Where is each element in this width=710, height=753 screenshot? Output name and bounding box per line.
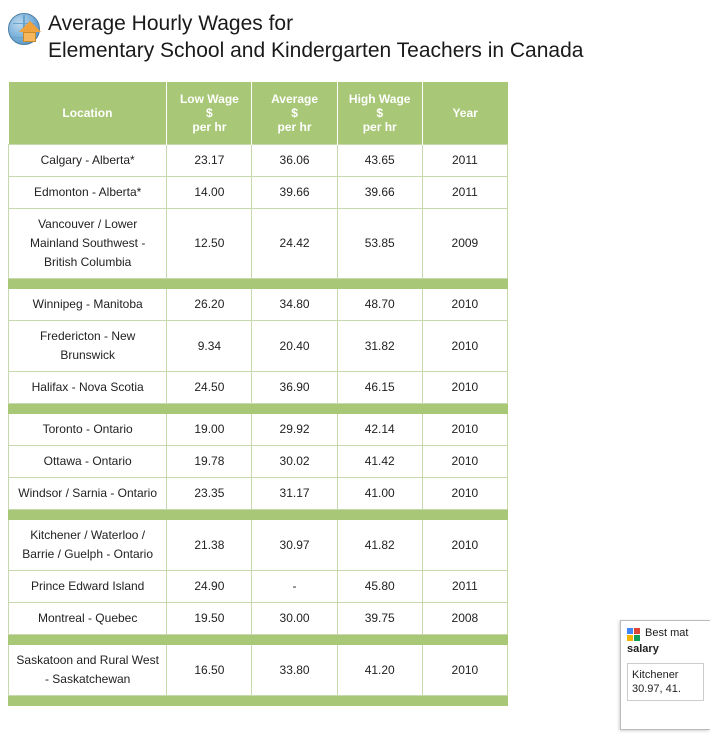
table-row [9,645,508,696]
cell-year: 2010 [422,478,507,510]
column-header-average-currency: $ [291,106,298,120]
cell-year: 2010 [422,321,507,372]
table-row [9,289,508,321]
popup-header [627,627,704,642]
page-header [0,0,710,70]
cell-year: 2009 [422,209,507,279]
table-row [9,414,508,446]
column-header-location-label: Location [62,106,113,120]
popup-result-line-1: Kitchener [632,669,679,681]
column-header-year [422,82,507,145]
cell-low-wage: 21.38 [167,520,252,571]
column-header-low-wage [167,82,252,145]
page-title-line-2: Elementary School and Kindergarten Teachers in Canada [48,39,584,62]
cell-location: Saskatoon and Rural West - Saskatchewan [9,645,167,696]
table-row [9,478,508,510]
cell-average: 24.42 [252,209,337,279]
table-row [9,446,508,478]
cell-location: Vancouver / Lower Mainland Southwest - British Columbia [9,209,167,279]
cell-high-wage: 46.15 [337,372,422,404]
cell-average: 29.92 [252,414,337,446]
cell-year: 2010 [422,414,507,446]
cell-low-wage: 26.20 [167,289,252,321]
cell-high-wage: 41.00 [337,478,422,510]
cell-low-wage: 24.90 [167,571,252,603]
table-header [9,82,508,145]
cell-average: 36.06 [252,145,337,177]
column-header-year-label: Year [452,106,478,120]
cell-location: Halifax - Nova Scotia [9,372,167,404]
cell-year: 2011 [422,177,507,209]
table-row [9,520,508,571]
column-header-location [9,82,167,145]
best-match-popup[interactable] [620,620,710,730]
cell-high-wage: 43.65 [337,145,422,177]
cell-low-wage: 23.35 [167,478,252,510]
cell-year: 2010 [422,645,507,696]
cell-high-wage: 31.82 [337,321,422,372]
wages-table-container [8,82,508,706]
cell-average: 30.97 [252,520,337,571]
cell-high-wage: 42.14 [337,414,422,446]
cell-high-wage: 41.20 [337,645,422,696]
cell-year: 2010 [422,446,507,478]
cell-high-wage: 48.70 [337,289,422,321]
table-body [9,145,508,706]
cell-low-wage: 14.00 [167,177,252,209]
group-separator [9,279,508,289]
column-header-high-wage-label: High Wage [348,92,411,106]
cell-high-wage: 45.80 [337,571,422,603]
cell-location: Montreal - Quebec [9,603,167,635]
cell-year: 2010 [422,520,507,571]
column-header-average [252,82,337,145]
cell-high-wage: 39.66 [337,177,422,209]
cell-year: 2008 [422,603,507,635]
cell-year: 2010 [422,289,507,321]
cell-location: Ottawa - Ontario [9,446,167,478]
column-header-average-label: Average [271,92,318,106]
cell-location: Prince Edward Island [9,571,167,603]
group-separator [9,510,508,520]
table-row [9,603,508,635]
cell-low-wage: 16.50 [167,645,252,696]
cell-average: 30.02 [252,446,337,478]
cell-high-wage: 39.75 [337,603,422,635]
page-title [42,10,583,64]
column-header-low-wage-currency: $ [206,106,213,120]
page-title-line-1: Average Hourly Wages for [48,12,294,35]
popup-result-line-2: 30.97, 41. [632,683,681,695]
popup-subtitle: salary [627,643,659,655]
cell-average: 39.66 [252,177,337,209]
google-icon [627,628,641,642]
globe-house-icon [8,13,42,47]
cell-location: Fredericton - New Brunswick [9,321,167,372]
cell-average: - [252,571,337,603]
cell-low-wage: 9.34 [167,321,252,372]
cell-year: 2011 [422,571,507,603]
cell-average: 34.80 [252,289,337,321]
group-separator [9,404,508,414]
cell-low-wage: 19.50 [167,603,252,635]
cell-year: 2011 [422,145,507,177]
cell-average: 31.17 [252,478,337,510]
cell-low-wage: 19.78 [167,446,252,478]
cell-location: Winnipeg - Manitoba [9,289,167,321]
table-row [9,177,508,209]
cell-high-wage: 53.85 [337,209,422,279]
cell-low-wage: 24.50 [167,372,252,404]
column-header-high-wage-currency: $ [376,106,384,120]
cell-average: 20.40 [252,321,337,372]
wages-table [8,82,508,706]
cell-location: Kitchener / Waterloo / Barrie / Guelph - Ontario [9,520,167,571]
cell-location: Edmonton - Alberta* [9,177,167,209]
table-row [9,571,508,603]
table-row [9,145,508,177]
column-header-low-wage-label: Low Wage [179,92,239,106]
table-header-row [9,82,508,145]
group-separator [9,635,508,645]
cell-location: Windsor / Sarnia - Ontario [9,478,167,510]
cell-low-wage: 19.00 [167,414,252,446]
cell-location: Calgary - Alberta* [9,145,167,177]
cell-location: Toronto - Ontario [9,414,167,446]
cell-high-wage: 41.82 [337,520,422,571]
table-row [9,372,508,404]
cell-year: 2010 [422,372,507,404]
column-header-high-wage [337,82,422,145]
popup-title: Best mat [645,627,689,639]
table-row [9,321,508,372]
column-header-average-unit: per hr [277,120,312,134]
column-header-low-wage-unit: per hr [192,120,227,134]
popup-result-box[interactable] [627,663,704,701]
cell-average: 30.00 [252,603,337,635]
cell-low-wage: 12.50 [167,209,252,279]
cell-high-wage: 41.42 [337,446,422,478]
cell-average: 33.80 [252,645,337,696]
table-row [9,209,508,279]
group-separator [9,696,508,706]
cell-low-wage: 23.17 [167,145,252,177]
column-header-high-wage-unit: per hr [362,120,397,134]
cell-average: 36.90 [252,372,337,404]
